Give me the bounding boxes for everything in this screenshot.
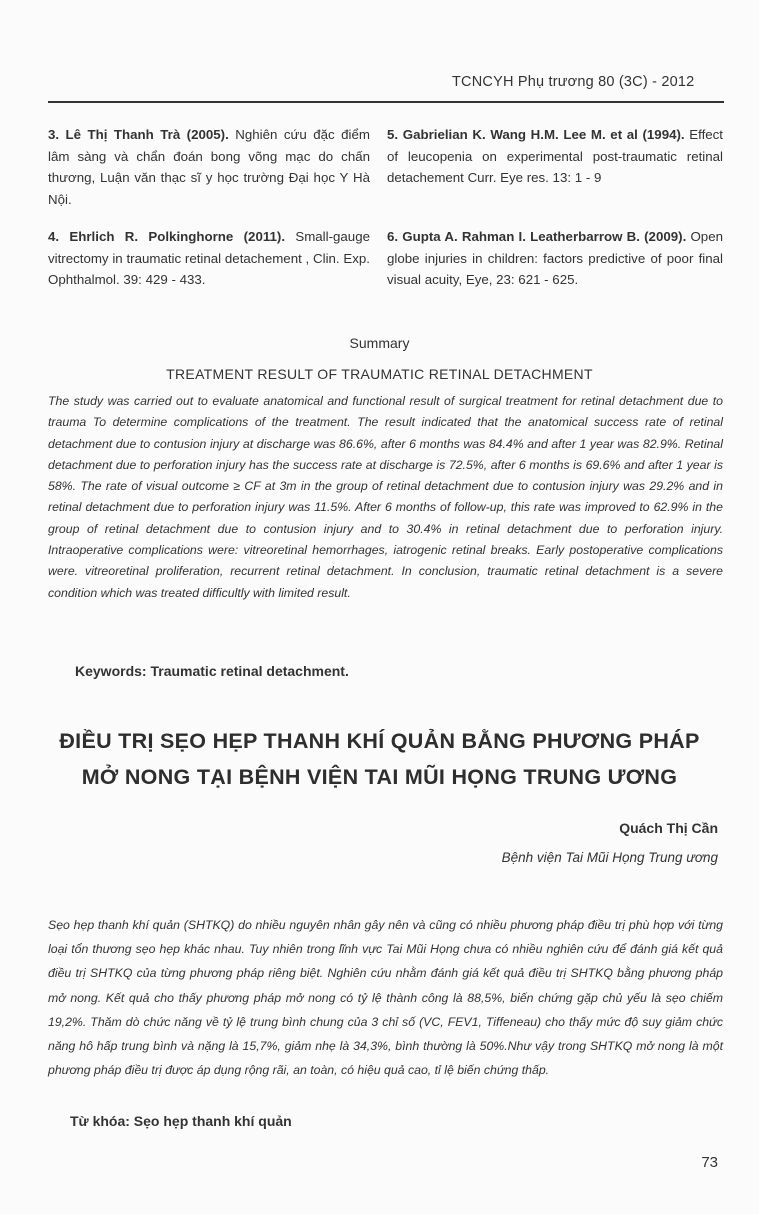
- summary-title: TREATMENT RESULT OF TRAUMATIC RETINAL DETACHMENT: [166, 366, 593, 382]
- reference-3: [48, 124, 370, 210]
- article-title-line-2: MỞ NONG TẠI BỆNH VIỆN TAI MŨI HỌNG TRUNG ƯƠNG: [81, 765, 678, 789]
- author: Quách Thị Cần: [619, 820, 718, 836]
- reference-4-text: Small-gauge vitrectomy in traumatic retinal detachement , Clin. Exp. Ophthalmol. 39: 429 - 433.: [48, 229, 370, 287]
- reference-6-citation: 6. Gupta A. Rahman I. Leatherbarrow B. (2009).: [387, 229, 687, 244]
- reference-5-citation: 5. Gabrielian K. Wang H.M. Lee M. et al (1994).: [387, 127, 685, 142]
- header-rule: [48, 101, 724, 103]
- affiliation: Bệnh viện Tai Mũi Họng Trung ương: [501, 850, 718, 865]
- english-abstract: The study was carried out to evaluate anatomical and functional result of surgical treatment for retinal detachment due to trauma To determine complications of the treatment. The result indicated that the anatomical success rate of retinal detachment due to contusion injury at discharge was 86.6%, after 6 months was 84.4% and after 1 year was 82.9%. Retinal detachment due to perforation injury has the success rate at discharge is 72.5%, after 6 months is 69.6% and after 1 year is 58%. The rate of visual outcome ≥ CF at 3m in the group of retinal detachment due to contusion injury was 29.2% and in retinal detachment due to perforation injury was 11.5%. After 6 months of follow-up, this rate was improved to 62.9% in the group of retinal detachment due to contusion injury and to 30.4% in retinal detachment due to perforation injury. Intraoperative complications were: vitreoretinal hemorrhages, iatrogenic retinal breaks. Early postoperative complications were. vitreoretinal proliferation, recurrent retinal detachment. In conclusion, traumatic retinal detachment is a severe condition which was treated difficultly with limited result.: [48, 394, 723, 600]
- english-keywords: [75, 663, 349, 679]
- page-number: 73: [701, 1154, 718, 1171]
- keywords-label: Keywords:: [75, 663, 147, 679]
- vietnamese-keywords: Từ khóa: Sẹo hẹp thanh khí quản: [70, 1113, 292, 1129]
- reference-4-citation: 4. Ehrlich R. Polkinghorne (2011).: [48, 229, 286, 244]
- reference-6: [387, 226, 723, 291]
- reference-5: [387, 124, 723, 189]
- keywords-text: Traumatic retinal detachment.: [146, 663, 349, 679]
- reference-4: [48, 226, 370, 291]
- article-title-line-1: ĐIỀU TRỊ SẸO HẸP THANH KHÍ QUẢN BẰNG PHƯƠNG PHÁP: [59, 729, 700, 753]
- reference-3-citation: 3. Lê Thị Thanh Trà (2005).: [48, 127, 229, 142]
- article-title: [0, 723, 759, 795]
- summary-label: Summary: [349, 335, 410, 351]
- vietnamese-abstract: Sẹo hẹp thanh khí quản (SHTKQ) do nhiều nguyên nhân gây nên và cũng có nhiều phương pháp điều trị phù hợp với từng loại tổn thương sẹo hẹp khác nhau. Tuy nhiên trong lĩnh vực Tai Mũi Họng chưa có nhiều nghiên cứu để đánh giá kết quả điều trị SHTKQ của từng phương pháp riêng biệt. Nghiên cứu nhằm đánh giá kết quả điều trị SHTKQ bằng phương pháp mở nong. Kết quả cho thấy phương pháp mở nong có tỷ lệ thành công là 88,5%, biến chứng gặp chủ yếu là sẹo chiếm 19,2%. Thăm dò chức năng về tỷ lệ trung bình chung của 3 chỉ số (VC, FEV1, Tiffeneau) cho thấy mức độ suy giảm chức năng hô hấp trung bình và nặng là 15,7%, giảm nhẹ là 34,3%, bình thường là 50%.Như vậy trong SHTKQ mở nong là một phương pháp điều trị được áp dụng rộng rãi, an toàn, có hiệu quả cao, tỉ lệ biến chứng thấp.: [48, 918, 723, 1078]
- reference-6-text: Open globe injuries in children: factors predictive of poor final visual acuity, Eye, 23: 621 - 625.: [387, 229, 723, 287]
- reference-3-text: Nghiên cứu đặc điểm lâm sàng và chẩn đoán bong võng mạc do chấn thương, Luận văn thạc sĩ y học trường Đại học Y Hà Nội.: [48, 127, 370, 207]
- running-header: TCNCYH Phụ trương 80 (3C) - 2012: [452, 74, 695, 90]
- reference-5-text: Effect of leucopenia on experimental post-traumatic retinal detachement Curr. Eye res. 13: 1 - 9: [387, 127, 723, 185]
